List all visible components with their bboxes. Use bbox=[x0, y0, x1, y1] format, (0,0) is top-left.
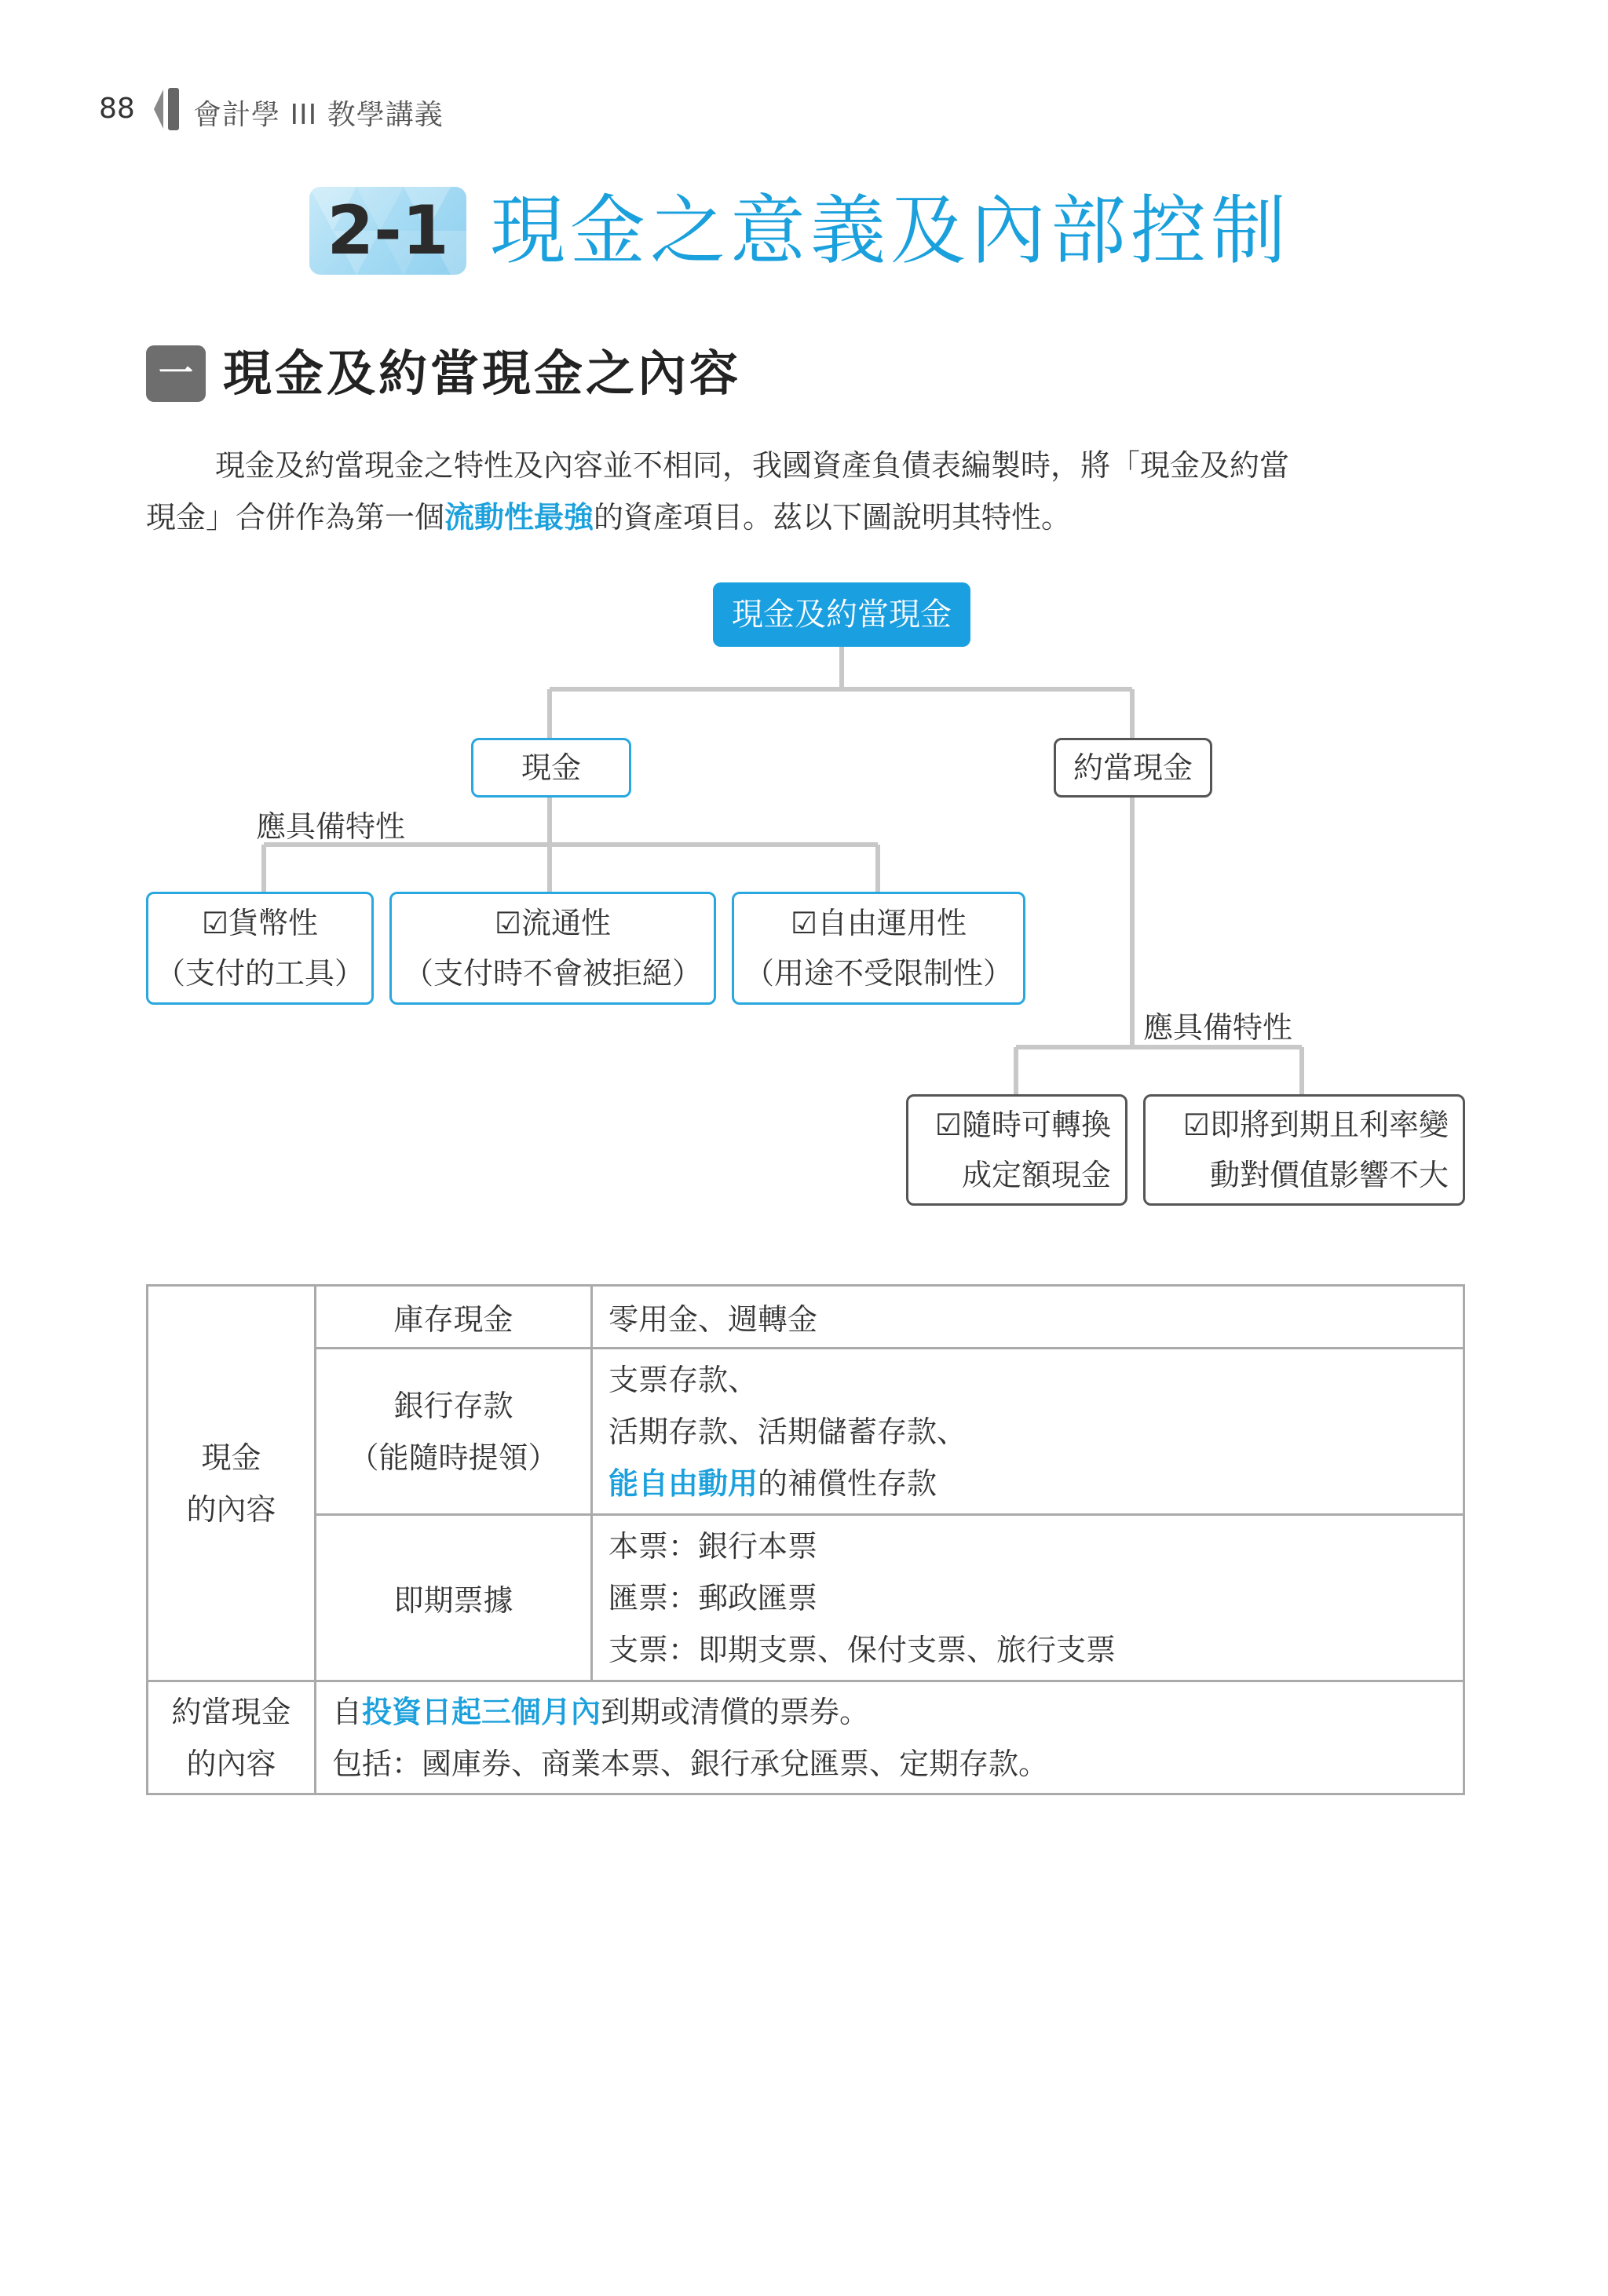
label-line: 銀行存款 bbox=[393, 1388, 513, 1423]
trait-convertible bbox=[906, 1094, 1127, 1206]
row-content-bank-deposit bbox=[592, 1349, 1464, 1515]
header-line: 的內容 bbox=[186, 1746, 276, 1781]
trait-line: ☑隨時可轉換 bbox=[934, 1108, 1111, 1142]
content-highlight: 投資日起三個月內 bbox=[362, 1693, 601, 1729]
header-line: 約當現金 bbox=[171, 1694, 291, 1729]
trait-desc: （支付時不會被拒絕） bbox=[403, 956, 702, 991]
content-line bbox=[332, 1686, 1447, 1738]
intro-highlight: 流動性最強 bbox=[444, 500, 594, 535]
intro-text: 的資產項目。茲以下圖說明其特性。 bbox=[594, 500, 1072, 535]
page-number: 88 bbox=[99, 93, 135, 125]
trait-desc: （支付的工具） bbox=[155, 956, 364, 991]
subsection-title: 現金及約當現金之內容 bbox=[223, 345, 742, 402]
content-text: 到期或清償的票券。 bbox=[601, 1694, 870, 1729]
equivalent-node-label: 約當現金 bbox=[1073, 750, 1193, 785]
content-line: 支票：即期支票、保付支票、旅行支票 bbox=[608, 1632, 1116, 1667]
content-line: 匯票：郵政匯票 bbox=[608, 1580, 818, 1615]
intro-line-1: 現金及約當現金之特性及內容並不相同，我國資產負債表編製時，將「現金及約當 bbox=[215, 448, 1290, 483]
trait-title: ☑貨幣性 bbox=[201, 906, 319, 940]
book-title: 會計學 III 教學講義 bbox=[193, 99, 444, 131]
header-line: 的內容 bbox=[186, 1491, 276, 1527]
cash-node-label: 現金 bbox=[521, 750, 581, 785]
section-number: 2-1 bbox=[327, 192, 449, 270]
cash-node bbox=[471, 738, 631, 798]
trait-currency bbox=[146, 892, 374, 1005]
table-row bbox=[148, 1349, 1464, 1515]
header-line: 現金 bbox=[201, 1440, 261, 1475]
trait-line: 動對價值影響不大 bbox=[1209, 1158, 1449, 1192]
content-line bbox=[608, 1458, 1447, 1509]
table-row bbox=[148, 1515, 1464, 1681]
content-line: 包括：國庫券、商業本票、銀行承兌匯票、定期存款。 bbox=[332, 1746, 1049, 1781]
trait-line: ☑即將到期且利率變 bbox=[1182, 1108, 1449, 1142]
root-node-label: 現金及約當現金 bbox=[732, 597, 952, 633]
table-row bbox=[148, 1286, 1464, 1349]
trait-title: ☑流通性 bbox=[494, 906, 612, 940]
row-content-demand-notes bbox=[592, 1515, 1464, 1681]
trait-circulation bbox=[389, 892, 716, 1005]
table-row bbox=[148, 1681, 1464, 1794]
root-node bbox=[713, 582, 970, 647]
row-label-demand-notes: 即期票據 bbox=[316, 1515, 592, 1681]
content-highlight: 能自由動用 bbox=[608, 1465, 758, 1501]
intro-text: 現金」合併作為第一個 bbox=[146, 500, 445, 535]
trait-near-maturity bbox=[1143, 1094, 1465, 1206]
equivalent-trait-label: 應具備特性 bbox=[1143, 1010, 1293, 1045]
row-label-cash-on-hand: 庫存現金 bbox=[316, 1286, 592, 1349]
trait-line: 成定額現金 bbox=[961, 1158, 1111, 1192]
cash-content-table bbox=[146, 1284, 1465, 1795]
cash-trait-label: 應具備特性 bbox=[256, 809, 406, 844]
content-line: 支票存款、 bbox=[608, 1362, 758, 1397]
content-line: 活期存款、活期儲蓄存款、 bbox=[608, 1414, 967, 1449]
cash-content-header bbox=[148, 1286, 316, 1681]
content-text: 自 bbox=[332, 1694, 363, 1729]
content-text: 的補償性存款 bbox=[758, 1466, 937, 1501]
chapter-title: 現金之意義及內部控制 bbox=[490, 187, 1291, 275]
trait-title: ☑自由運用性 bbox=[790, 906, 967, 940]
trait-desc: （用途不受限制性） bbox=[744, 956, 1013, 991]
label-line: （能隨時提領） bbox=[349, 1440, 558, 1475]
equivalent-content bbox=[316, 1681, 1464, 1794]
row-content-cash-on-hand: 零用金、週轉金 bbox=[592, 1286, 1464, 1349]
trait-free-use bbox=[732, 892, 1025, 1005]
content-line: 本票：銀行本票 bbox=[608, 1528, 818, 1564]
equivalent-content-header bbox=[148, 1681, 316, 1794]
equivalent-node bbox=[1054, 738, 1212, 798]
row-label-bank-deposit bbox=[316, 1349, 592, 1515]
subsection-mark: 一 bbox=[159, 353, 193, 393]
